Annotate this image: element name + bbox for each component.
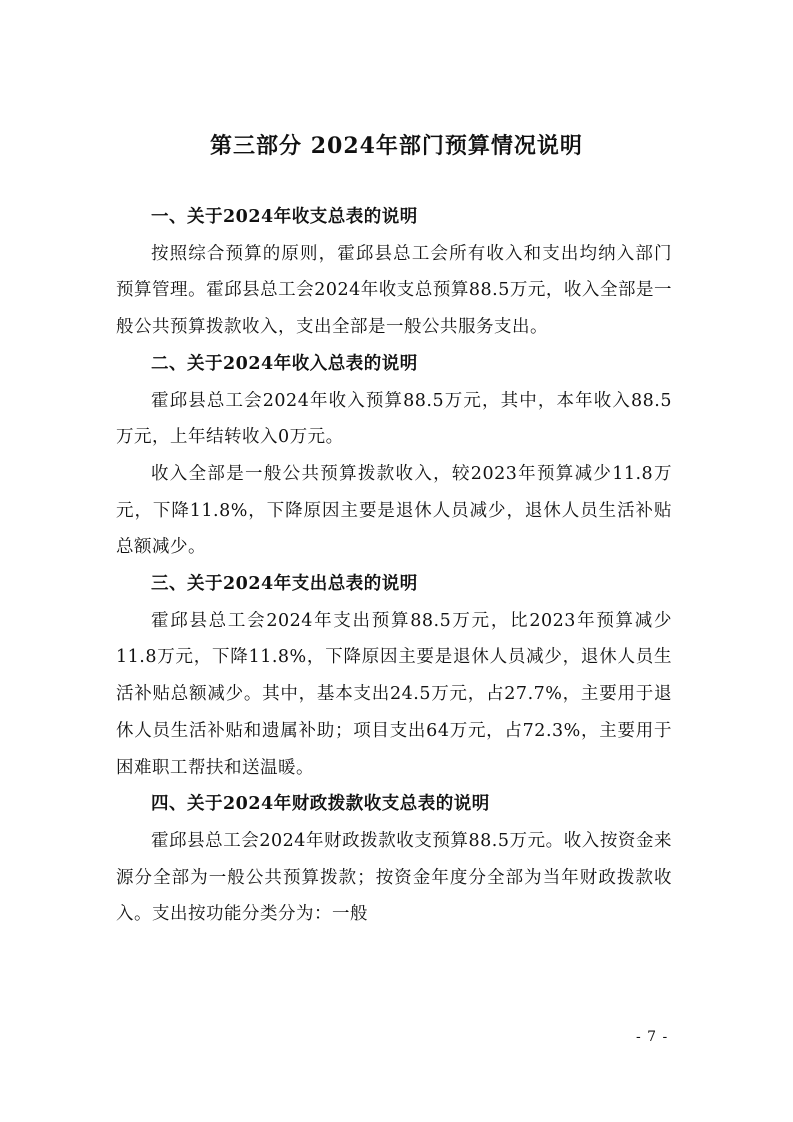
section-heading-3: 三、关于2024年支出总表的说明: [151, 574, 418, 595]
page-title: 第三部分 2024年部门预算情况说明: [210, 133, 583, 159]
section-heading-4: 四、关于2024年财政拨款收支总表的说明: [151, 794, 490, 815]
document-body: [116, 199, 672, 933]
section-2-paragraph-1: 霍邱县总工会2024年收入预算88.5万元，其中，本年收入88.5万元，上年结转收入0万元。: [116, 390, 672, 448]
page-number: - 7 -: [636, 1029, 669, 1045]
section-2-paragraph-2: 收入全部是一般公共预算拨款收入，较2023年预算减少11.8万元，下降11.8%，下降原因主要是退休人员减少，退休人员生活补贴总额减少。: [116, 463, 672, 558]
section-heading-2: 二、关于2024年收入总表的说明: [151, 353, 418, 374]
section-3-paragraph-1: 霍邱县总工会2024年支出预算88.5万元，比2023年预算减少11.8万元，下降11.8%，下降原因主要是退休人员减少，退休人员生活补贴总额减少。其中，基本支出24.5万元，占27.7%，主要用于退休人员生活补贴和遗属补助；项目支出64万元，占72.3%，主要用于困难职工帮扶和送温暖。: [116, 610, 672, 778]
section-heading-1: 一、关于2024年收支总表的说明: [151, 207, 418, 227]
section-1-paragraph-1: 按照综合预算的原则，霍邱县总工会所有收入和支出均纳入部门预算管理。霍邱县总工会2024年收支总预算88.5万元，收入全部是一般公共预算拨款收入，支出全部是一般公共服务支出。: [116, 243, 672, 338]
section-4-paragraph-1: 霍邱县总工会2024年财政拨款收支预算88.5万元。收入按资金来源分全部为一般公共预算拨款；按资金年度分全部为当年财政拨款收入。支出按功能分类分为：一般: [116, 830, 672, 925]
